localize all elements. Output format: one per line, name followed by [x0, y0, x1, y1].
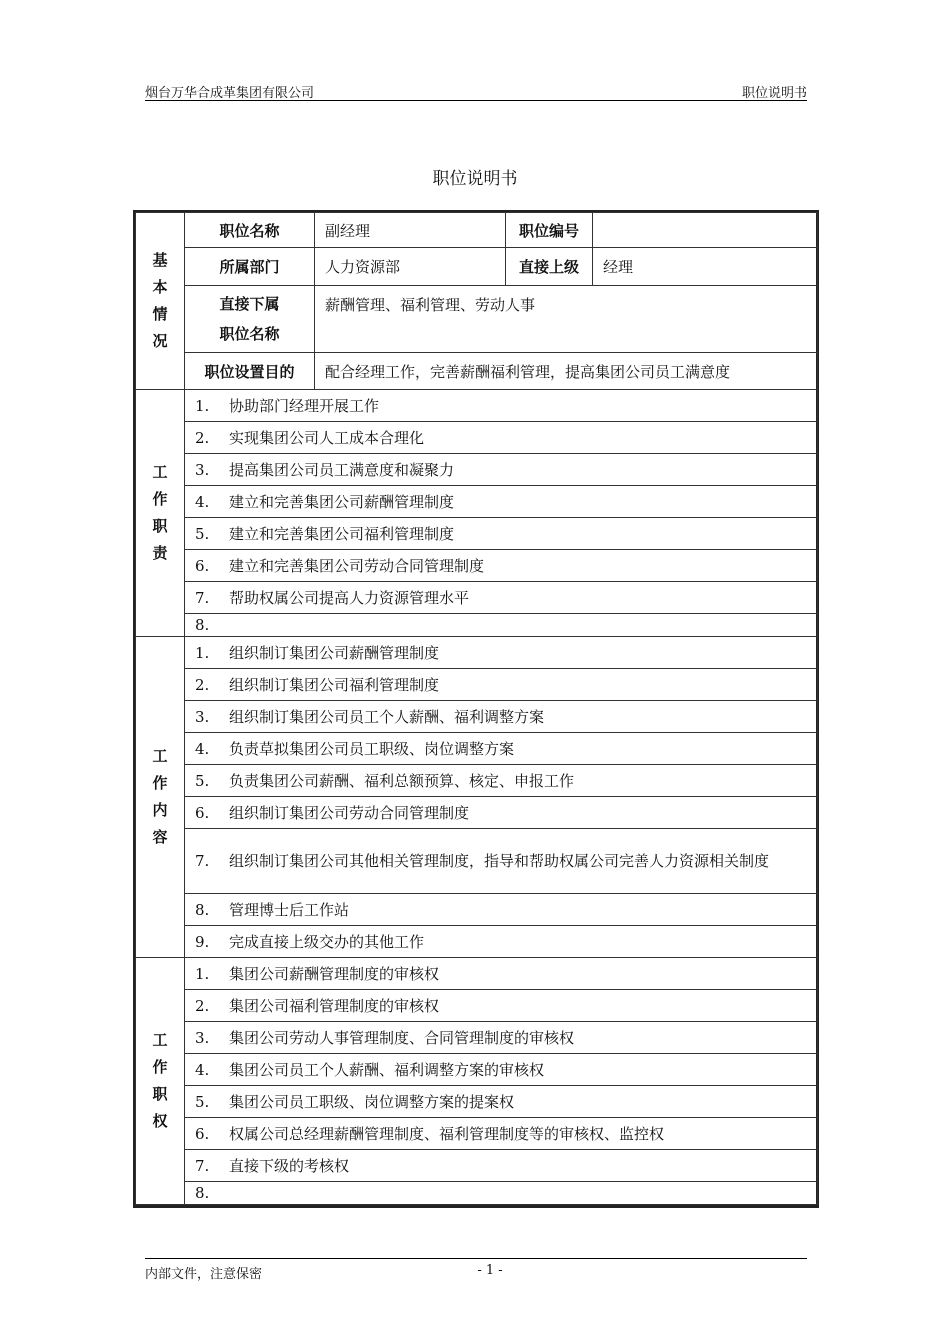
position-name-value: 副经理 [315, 213, 506, 248]
list-item: 4. 建立和完善集团公司薪酬管理制度 [185, 486, 818, 518]
list-item: 2. 实现集团公司人工成本合理化 [185, 422, 818, 454]
list-item: 7. 帮助权属公司提高人力资源管理水平 [185, 582, 818, 614]
department-label: 所属部门 [185, 248, 315, 286]
list-item: 1. 组织制订集团公司薪酬管理制度 [185, 637, 818, 669]
supervisor-label: 直接上级 [506, 248, 593, 286]
list-item: 1. 集团公司薪酬管理制度的审核权 [185, 958, 818, 990]
section-basic-info: 基 本 情 况 [136, 213, 185, 390]
list-item: 8. 管理博士后工作站 [185, 894, 818, 926]
list-item: 6. 组织制订集团公司劳动合同管理制度 [185, 797, 818, 829]
list-item: 6. 建立和完善集团公司劳动合同管理制度 [185, 550, 818, 582]
list-item: 6. 权属公司总经理薪酬管理制度、福利管理制度等的审核权、监控权 [185, 1118, 818, 1150]
position-code-value [593, 213, 818, 248]
confidential-note: 内部文件，注意保密 [145, 1267, 263, 1282]
list-item: 1. 协助部门经理开展工作 [185, 390, 818, 422]
section-authority: 工 作 职 权 [136, 958, 185, 1205]
page-title: 职位说明书 [432, 169, 518, 189]
job-description-table [135, 212, 818, 1205]
list-item: 3. 提高集团公司员工满意度和凝聚力 [185, 454, 818, 486]
list-item: 5. 集团公司员工职级、岗位调整方案的提案权 [185, 1086, 818, 1118]
list-item: 5. 负责集团公司薪酬、福利总额预算、核定、申报工作 [185, 765, 818, 797]
list-item: 4. 集团公司员工个人薪酬、福利调整方案的审核权 [185, 1054, 818, 1086]
list-item: 7. 组织制订集团公司其他相关管理制度，指导和帮助权属公司完善人力资源相关制度 [185, 829, 818, 894]
subordinates-label: 直接下属 职位名称 [185, 286, 315, 353]
purpose-label: 职位设置目的 [185, 353, 315, 390]
list-item: 3. 集团公司劳动人事管理制度、合同管理制度的审核权 [185, 1022, 818, 1054]
position-name-label: 职位名称 [185, 213, 315, 248]
company-name: 烟台万华合成革集团有限公司 [145, 86, 315, 101]
section-duties: 工 作 职 责 [136, 390, 185, 637]
list-item: 8. [185, 1182, 818, 1205]
list-item: 2. 集团公司福利管理制度的审核权 [185, 990, 818, 1022]
position-code-label: 职位编号 [506, 213, 593, 248]
purpose-value: 配合经理工作，完善薪酬福利管理，提高集团公司员工满意度 [315, 353, 818, 390]
list-item: 3. 组织制订集团公司员工个人薪酬、福利调整方案 [185, 701, 818, 733]
page-footer [145, 1258, 807, 1283]
list-item: 2. 组织制订集团公司福利管理制度 [185, 669, 818, 701]
list-item: 7. 直接下级的考核权 [185, 1150, 818, 1182]
list-item: 4. 负责草拟集团公司员工职级、岗位调整方案 [185, 733, 818, 765]
department-value: 人力资源部 [315, 248, 506, 286]
list-item: 8. [185, 614, 818, 637]
subordinates-value: 薪酬管理、福利管理、劳动人事 [315, 286, 818, 353]
section-work-content: 工 作 内 容 [136, 637, 185, 958]
list-item: 5. 建立和完善集团公司福利管理制度 [185, 518, 818, 550]
supervisor-value: 经理 [593, 248, 818, 286]
header-doc-type: 职位说明书 [741, 86, 807, 101]
list-item: 9. 完成直接上级交办的其他工作 [185, 926, 818, 958]
page-number: - 1 - [477, 1263, 503, 1278]
page-header [145, 80, 807, 101]
